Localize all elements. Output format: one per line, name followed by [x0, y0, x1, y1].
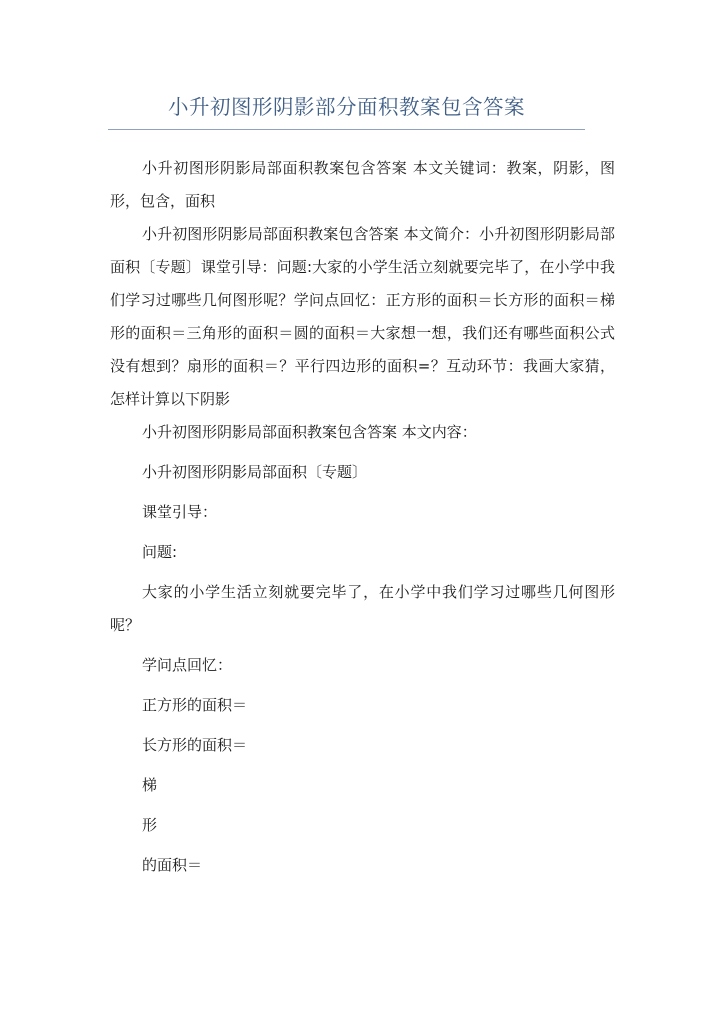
paragraph-content-heading: 小升初图形阴影局部面积教案包含答案 本文内容： — [142, 423, 477, 441]
paragraph-summary: 小升初图形阴影局部面积教案包含答案 本文简介：小升初图形阴影局部面积〔专题〕课堂引导：问题:大家的小学生活立刻就要完毕了，在小学中我们学习过哪些几何图形呢？学问点回忆：正方形的面积＝长方形的面积＝梯形的面积＝三角形的面积＝圆的面积＝大家想一想，我们还有哪些面积公式没有想到？扇形的面积＝？平行四边形的面积=？互动环节：我画大家猜，怎样计算以下阴影 — [110, 225, 615, 408]
paragraph-rectangle-area: 长方形的面积＝ — [142, 736, 248, 754]
paragraph-trapezoid-part1: 梯 — [142, 776, 158, 794]
paragraph-question: 大家的小学生活立刻就要完毕了，在小学中我们学习过哪些几何图形呢？ — [110, 583, 615, 634]
paragraph-trapezoid-part2: 形 — [142, 816, 158, 834]
paragraph-review-label: 学问点回忆： — [142, 656, 233, 674]
paragraph-topic: 小升初图形阴影局部面积〔专题〕 — [142, 463, 368, 481]
document-title: 小升初图形阴影部分面积教案包含答案 — [168, 95, 525, 119]
paragraph-question-label: 问题: — [142, 543, 178, 561]
title-divider — [108, 129, 585, 130]
paragraph-square-area: 正方形的面积＝ — [142, 696, 248, 714]
document-body — [110, 152, 615, 889]
paragraph-lead-in: 课堂引导： — [142, 503, 218, 521]
paragraph-keywords: 小升初图形阴影局部面积教案包含答案 本文关键词：教案，阴影，图形，包含，面积 — [110, 159, 615, 210]
paragraph-trapezoid-part3: 的面积＝ — [142, 856, 203, 874]
